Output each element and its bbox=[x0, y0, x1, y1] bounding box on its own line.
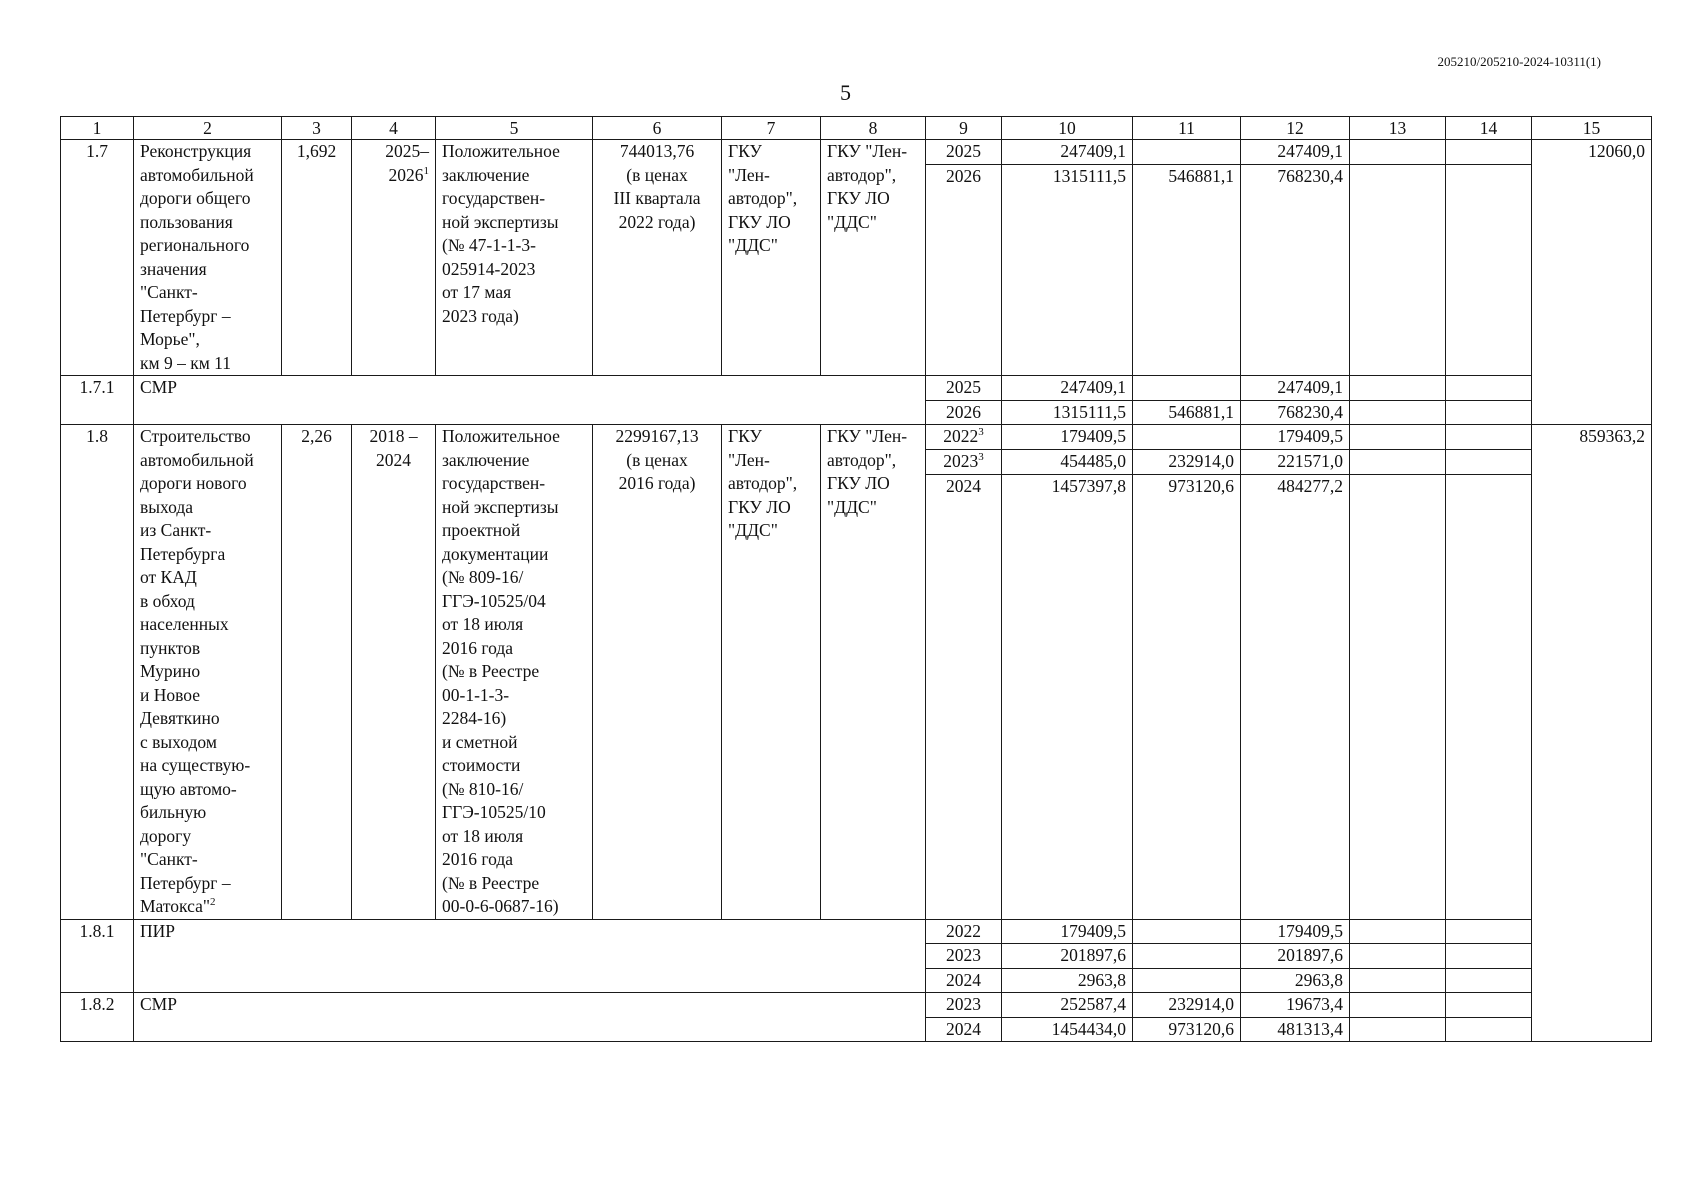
amount-col12: 179409,5 bbox=[1241, 425, 1350, 450]
item-name bbox=[134, 425, 282, 920]
item-length: 1,692 bbox=[282, 140, 352, 376]
amount-col11: 232914,0 bbox=[1133, 993, 1241, 1018]
item-number: 1.8.2 bbox=[61, 993, 134, 1042]
amount-col10: 179409,5 bbox=[1002, 425, 1133, 450]
item-number: 1.8 bbox=[61, 425, 134, 920]
header-cell: 5 bbox=[436, 117, 593, 140]
header-cell: 9 bbox=[926, 117, 1002, 140]
amount-col12: 768230,4 bbox=[1241, 164, 1350, 375]
header-cell: 8 bbox=[821, 117, 926, 140]
amount-col11: 546881,1 bbox=[1133, 400, 1241, 425]
amount-col14 bbox=[1446, 449, 1532, 474]
item-name: ПИР bbox=[134, 919, 926, 993]
amount-col11 bbox=[1133, 376, 1241, 401]
amount-col11 bbox=[1133, 919, 1241, 944]
item-number: 1.7 bbox=[61, 140, 134, 376]
header-cell: 7 bbox=[722, 117, 821, 140]
amount-col13 bbox=[1350, 164, 1446, 375]
item-number: 1.8.1 bbox=[61, 919, 134, 993]
amount-col15 bbox=[1532, 919, 1652, 1042]
amount-col15 bbox=[1532, 376, 1652, 425]
page-number: 5 bbox=[840, 80, 851, 105]
header-cell: 4 bbox=[352, 117, 436, 140]
amount-col11 bbox=[1133, 968, 1241, 993]
header-cell: 15 bbox=[1532, 117, 1652, 140]
header-cell: 14 bbox=[1446, 117, 1532, 140]
item-executor: ГКУ "Лен- автодор", ГКУ ЛО "ДДС" bbox=[821, 140, 926, 376]
item-length: 2,26 bbox=[282, 425, 352, 920]
item-cost: 744013,76 (в ценах III квартала 2022 года) bbox=[593, 140, 722, 376]
table-row bbox=[61, 993, 1652, 1018]
amount-col10: 252587,4 bbox=[1002, 993, 1133, 1018]
item-period bbox=[352, 140, 436, 376]
amount-col10: 454485,0 bbox=[1002, 449, 1133, 474]
header-cell: 10 bbox=[1002, 117, 1133, 140]
year-cell: 2026 bbox=[926, 400, 1002, 425]
table-row bbox=[61, 425, 1652, 450]
table-row bbox=[61, 376, 1652, 401]
amount-col11: 546881,1 bbox=[1133, 164, 1241, 375]
item-cost: 2299167,13 (в ценах 2016 года) bbox=[593, 425, 722, 920]
year-cell bbox=[926, 449, 1002, 474]
amount-col11: 973120,6 bbox=[1133, 474, 1241, 919]
amount-col12: 481313,4 bbox=[1241, 1017, 1350, 1042]
item-expertise: Положительное заключение государствен- ной экспертизы проектной документации (№ 809-16/ ГГЭ-10525/04 от 18 июля 2016 года (№ в Реестре 00-1-1-3- 2284-16) и сметной стоимости (№ 810-16/ ГГЭ-10525/10 от 18 июля 2016 года (№ в Реестре 00-0-6-0687-16) bbox=[436, 425, 593, 920]
amount-col10: 1457397,8 bbox=[1002, 474, 1133, 919]
amount-col11 bbox=[1133, 140, 1241, 165]
amount-col13 bbox=[1350, 474, 1446, 919]
amount-col10: 247409,1 bbox=[1002, 376, 1133, 401]
amount-col14 bbox=[1446, 425, 1532, 450]
year-cell: 2025 bbox=[926, 376, 1002, 401]
header-cell: 1 bbox=[61, 117, 134, 140]
amount-col13 bbox=[1350, 968, 1446, 993]
year-text: 2022 bbox=[943, 426, 979, 446]
header-row bbox=[61, 117, 1652, 140]
amount-col14 bbox=[1446, 400, 1532, 425]
header-cell: 2 bbox=[134, 117, 282, 140]
item-name: СМР bbox=[134, 376, 926, 425]
amount-col13 bbox=[1350, 993, 1446, 1018]
year-text: 2023 bbox=[943, 450, 979, 471]
amount-col14 bbox=[1446, 140, 1532, 165]
amount-col13 bbox=[1350, 140, 1446, 165]
footnote-mark: 2 bbox=[210, 896, 216, 909]
amount-col13 bbox=[1350, 449, 1446, 474]
amount-col13 bbox=[1350, 400, 1446, 425]
amount-col12: 2963,8 bbox=[1241, 968, 1350, 993]
amount-col12: 484277,2 bbox=[1241, 474, 1350, 919]
amount-col13 bbox=[1350, 425, 1446, 450]
year-cell: 2022 bbox=[926, 919, 1002, 944]
amount-col12: 247409,1 bbox=[1241, 376, 1350, 401]
footnote-mark: 3 bbox=[978, 426, 984, 439]
footnote-mark: 3 bbox=[978, 450, 984, 463]
year-cell: 2024 bbox=[926, 474, 1002, 919]
amount-col14 bbox=[1446, 944, 1532, 969]
amount-col14 bbox=[1446, 993, 1532, 1018]
amount-col13 bbox=[1350, 376, 1446, 401]
amount-col14 bbox=[1446, 968, 1532, 993]
year-cell: 2025 bbox=[926, 140, 1002, 165]
amount-col11: 232914,0 bbox=[1133, 449, 1241, 474]
amount-col14 bbox=[1446, 474, 1532, 919]
header-cell: 13 bbox=[1350, 117, 1446, 140]
year-cell: 2023 bbox=[926, 993, 1002, 1018]
document-id: 205210/205210-2024-10311(1) bbox=[1437, 54, 1601, 69]
amount-col12: 19673,4 bbox=[1241, 993, 1350, 1018]
amount-col12: 247409,1 bbox=[1241, 140, 1350, 165]
table-row bbox=[61, 140, 1652, 165]
investment-table bbox=[60, 116, 1652, 1042]
footnote-mark: 1 bbox=[423, 164, 429, 177]
year-cell: 2024 bbox=[926, 1017, 1002, 1042]
amount-col12: 221571,0 bbox=[1241, 449, 1350, 474]
item-customer: ГКУ "Лен- автодор", ГКУ ЛО "ДДС" bbox=[722, 425, 821, 920]
amount-col10: 247409,1 bbox=[1002, 140, 1133, 165]
amount-col10: 1315111,5 bbox=[1002, 164, 1133, 375]
item-executor: ГКУ "Лен- автодор", ГКУ ЛО "ДДС" bbox=[821, 425, 926, 920]
amount-col11: 973120,6 bbox=[1133, 1017, 1241, 1042]
amount-col15: 12060,0 bbox=[1532, 140, 1652, 376]
amount-col15: 859363,2 bbox=[1532, 425, 1652, 920]
header-cell: 11 bbox=[1133, 117, 1241, 140]
year-cell: 2023 bbox=[926, 944, 1002, 969]
item-name: Реконструкция автомобильной дороги общего пользования регионального значения "Санкт- Петербург – Морье", км 9 – км 11 bbox=[134, 140, 282, 376]
item-expertise: Положительное заключение государствен- ной экспертизы (№ 47-1-1-3- 025914-2023 от 17 мая 2023 года) bbox=[436, 140, 593, 376]
amount-col10: 1315111,5 bbox=[1002, 400, 1133, 425]
item-period: 2018 – 2024 bbox=[352, 425, 436, 920]
amount-col14 bbox=[1446, 1017, 1532, 1042]
amount-col12: 201897,6 bbox=[1241, 944, 1350, 969]
amount-col13 bbox=[1350, 944, 1446, 969]
amount-col10: 1454434,0 bbox=[1002, 1017, 1133, 1042]
year-cell bbox=[926, 425, 1002, 450]
table-row bbox=[61, 919, 1652, 944]
amount-col14 bbox=[1446, 919, 1532, 944]
amount-col13 bbox=[1350, 1017, 1446, 1042]
year-cell: 2024 bbox=[926, 968, 1002, 993]
item-number: 1.7.1 bbox=[61, 376, 134, 425]
item-name: СМР bbox=[134, 993, 926, 1042]
amount-col14 bbox=[1446, 164, 1532, 375]
amount-col14 bbox=[1446, 376, 1532, 401]
amount-col12: 179409,5 bbox=[1241, 919, 1350, 944]
item-name-text: Строительство автомобильной дороги нового выхода из Санкт- Петербурга от КАД в обход населенных пунктов Мурино и Новое Девяткино с выходом на существую- щую автомо- бильную дорогу "Санкт- Петербург – Матокса" bbox=[140, 426, 254, 916]
header-cell: 12 bbox=[1241, 117, 1350, 140]
amount-col11 bbox=[1133, 944, 1241, 969]
year-cell: 2026 bbox=[926, 164, 1002, 375]
amount-col13 bbox=[1350, 919, 1446, 944]
header-cell: 6 bbox=[593, 117, 722, 140]
amount-col10: 2963,8 bbox=[1002, 968, 1133, 993]
amount-col10: 201897,6 bbox=[1002, 944, 1133, 969]
item-customer: ГКУ "Лен- автодор", ГКУ ЛО "ДДС" bbox=[722, 140, 821, 376]
header-cell: 3 bbox=[282, 117, 352, 140]
item-period-text: 2025– 2026 bbox=[385, 141, 429, 185]
amount-col11 bbox=[1133, 425, 1241, 450]
amount-col12: 768230,4 bbox=[1241, 400, 1350, 425]
amount-col10: 179409,5 bbox=[1002, 919, 1133, 944]
